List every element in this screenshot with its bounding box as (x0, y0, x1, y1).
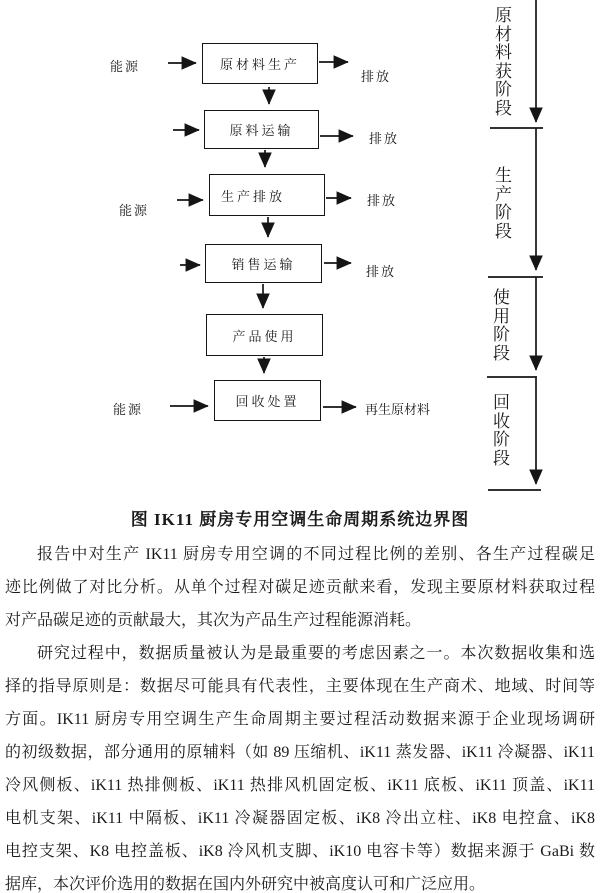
paragraph-line: 迹比例做了对比分析。从单个过程对碳足迹贡献来看，发现主要原材料获取过程 (5, 579, 595, 596)
paragraph-line: 择的指导原则是：数据尽可能具有代表性，主要体现在生产商术、地域、时间等 (5, 678, 595, 695)
flow-box-label: 原材料生产 (219, 57, 300, 72)
flow-box-recycle-disposal (214, 380, 321, 421)
stage-label-recycling: 回收阶段 (493, 393, 510, 468)
stage-label-use: 使用阶段 (493, 288, 510, 363)
emission-label: 排放 (361, 69, 392, 84)
flow-box-raw-material-production (202, 43, 318, 84)
paragraph-line: 据库，本次评价选用的数据在国内外研究中被高度认可和广泛应用。 (5, 876, 486, 893)
energy-label: 能源 (119, 203, 150, 218)
flow-box-label: 销售运输 (231, 257, 296, 272)
paragraph-line: 对产品碳足迹的贡献最大，其次为产品生产过程能源消耗。 (5, 612, 422, 629)
flow-box-product-use (206, 314, 323, 356)
flow-box-production-emission (209, 174, 325, 216)
emission-label: 排放 (366, 264, 397, 279)
energy-label: 能源 (110, 59, 141, 74)
paragraph-line: 电机支架、iK11 中隔板、iK11 冷凝器固定板、iK8 冷出立柱、iK8 电控盒、iK8 (5, 810, 595, 827)
paragraph-line: 研究过程中，数据质量被认为是最重要的考虑因素之一。本次数据收集和选 (37, 645, 595, 662)
flow-box-label: 回收处置 (235, 394, 300, 409)
energy-label: 能源 (113, 402, 144, 417)
paragraph-line: 的初级数据，部分通用的原辅料（如 89 压缩机、iK11 蒸发器、iK11 冷凝器、iK11 (5, 744, 595, 761)
flow-box-label: 原料运输 (229, 123, 294, 138)
paragraph-line: 报告中对生产 IK11 厨房专用空调的不同过程比例的差别、各生产过程碳足 (37, 546, 595, 563)
stage-label-raw-material-acquisition: 原材料获阶段 (495, 6, 512, 118)
paragraph-line: 冷风侧板、iK11 热排侧板、iK11 热排风机固定板、iK11 底板、iK11 顶盖、iK11 (5, 777, 595, 794)
stage-label-production: 生产阶段 (495, 166, 512, 241)
recycled-material-label: 再生原材料 (365, 402, 431, 417)
paragraph-line: 电控支架、K8 电控盖板、iK8 冷风机支脚、iK10 电容卡等）数据来源于 GaBi 数 (5, 843, 595, 860)
paragraph-line: 方面。IK11 厨房专用空调生产生命周期主要过程活动数据来源于企业现场调研 (5, 711, 595, 728)
flow-box-label: 生产排放 (221, 188, 286, 204)
emission-label: 排放 (367, 193, 398, 208)
flow-box-label: 产品使用 (232, 328, 297, 344)
flow-box-sales-transport (205, 244, 322, 283)
flow-box-material-transport (204, 110, 319, 149)
figure-caption: 图 IK11 厨房专用空调生命周期系统边界图 (130, 510, 470, 529)
emission-label: 排放 (369, 131, 400, 146)
body-text (5, 538, 595, 893)
